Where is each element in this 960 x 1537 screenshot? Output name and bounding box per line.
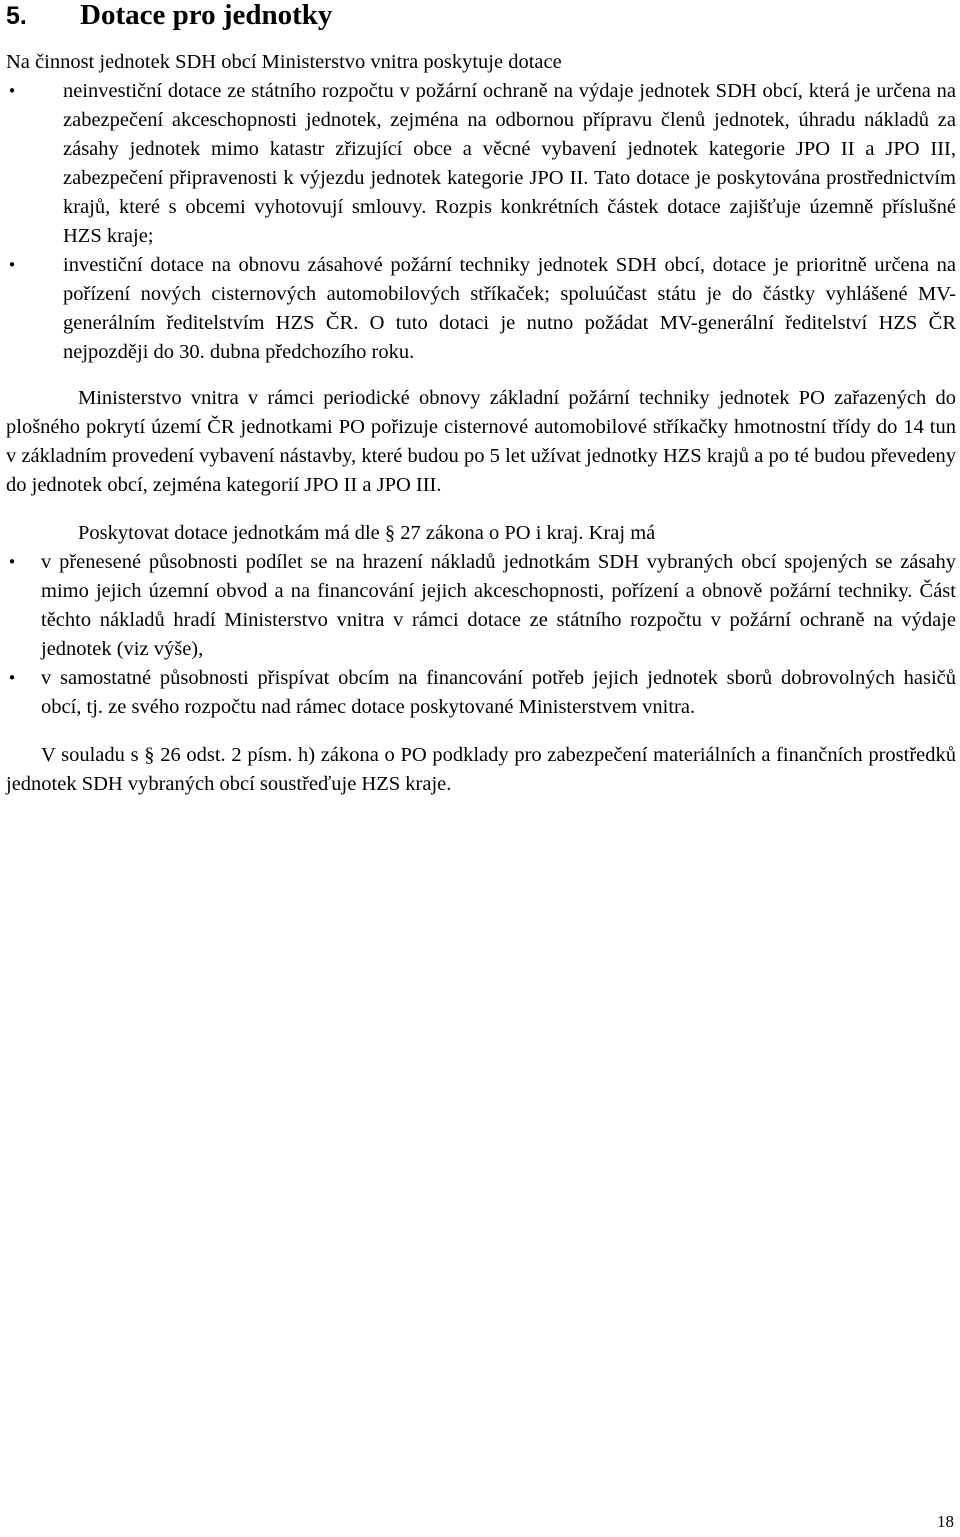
bullet-icon: •	[7, 256, 17, 274]
document-page	[6, 0, 956, 799]
list-item-independent-competence	[6, 664, 956, 722]
section-title: Dotace pro jednotky	[80, 0, 333, 31]
section-heading	[6, 0, 956, 41]
intro-paragraph: Na činnost jednotek SDH obcí Ministerstvo vnitra poskytuje dotace	[6, 51, 562, 73]
ministry-paragraph: Ministerstvo vnitra v rámci periodické obnovy základní požární techniky jednotek PO zařazených do plošného pokrytí území ČR jednotkami PO pořizuje cisternové automobilové stříkačky hmotnostní třídy do 14 tun v základním provedení vybavení nástavby, které budou po 5 let užívat jednotky HZS krajů a po té budou převedeny do jednotek obcí, zejména kategorií JPO II a JPO III.	[6, 387, 956, 496]
page-number: 18	[937, 1512, 954, 1531]
list-item-text: v samostatné působnosti přispívat obcím na financování potřeb jejich jednotek sborů dobrovolných hasičů obcí, tj. ze svého rozpočtu nad rámec dotace poskytované Ministerstvem vnitra.	[41, 667, 956, 718]
region-paragraph: Poskytovat dotace jednotkám má dle § 27 zákona o PO i kraj. Kraj má	[78, 522, 656, 544]
list-item-text: neinvestiční dotace ze státního rozpočtu v požární ochraně na výdaje jednotek SDH obcí, která je určena na zabezpečení akceschopnosti jednotek, zejména na odbornou přípravu členů jednotek, úhradu nákladů za zásahy jednotek mimo katastr zřizující obce a věcné vybavení jednotek kategorie JPO II a JPO III, zabezpečení připravenosti k výjezdu jednotek kategorie JPO II. Tato dotace je poskytována prostřednictvím krajů, které s obcemi vyhotovují smlouvy. Rozpis konkrétních částek dotace zajišťuje územně příslušné HZS kraje;	[63, 80, 956, 247]
list-item-text: v přenesené působnosti podílet se na hrazení nákladů jednotkám SDH vybraných obcí spojených se zásahy mimo jejich územní obvod a na financování jejich akceschopnosti, pořízení a obnově požární techniky. Část těchto nákladů hradí Ministerstvo vnitra v rámci dotace ze státního rozpočtu v požární ochraně na výdaje jednotek (viz výše),	[41, 551, 956, 660]
bullet-icon: •	[7, 669, 17, 687]
bullet-icon: •	[7, 82, 17, 100]
list-item-text: investiční dotace na obnovu zásahové požární techniky jednotek SDH obcí, dotace je prioritně určena na pořízení nových cisternových automobilových stříkaček; spoluúčast státu je do částky vyhlášené MV-generálním ředitelstvím HZS ČR. O tuto dotaci je nutno požádat MV-generální ředitelství HZS ČR nejpozději do 30. dubna předchozího roku.	[63, 254, 956, 363]
subsidy-types-list	[6, 77, 956, 367]
hzs-paragraph: V souladu s § 26 odst. 2 písm. h) zákona o PO podklady pro zabezpečení materiálních a finančních prostředků jednotek SDH vybraných obcí soustřeďuje HZS kraje.	[6, 744, 956, 795]
region-duties-list	[6, 548, 956, 722]
section-number: 5.	[6, 2, 27, 30]
list-item-investment-subsidy	[6, 251, 956, 367]
list-item-delegated-competence	[6, 548, 956, 664]
bullet-icon: •	[7, 553, 17, 571]
list-item-noninvestment-subsidy	[6, 77, 956, 251]
